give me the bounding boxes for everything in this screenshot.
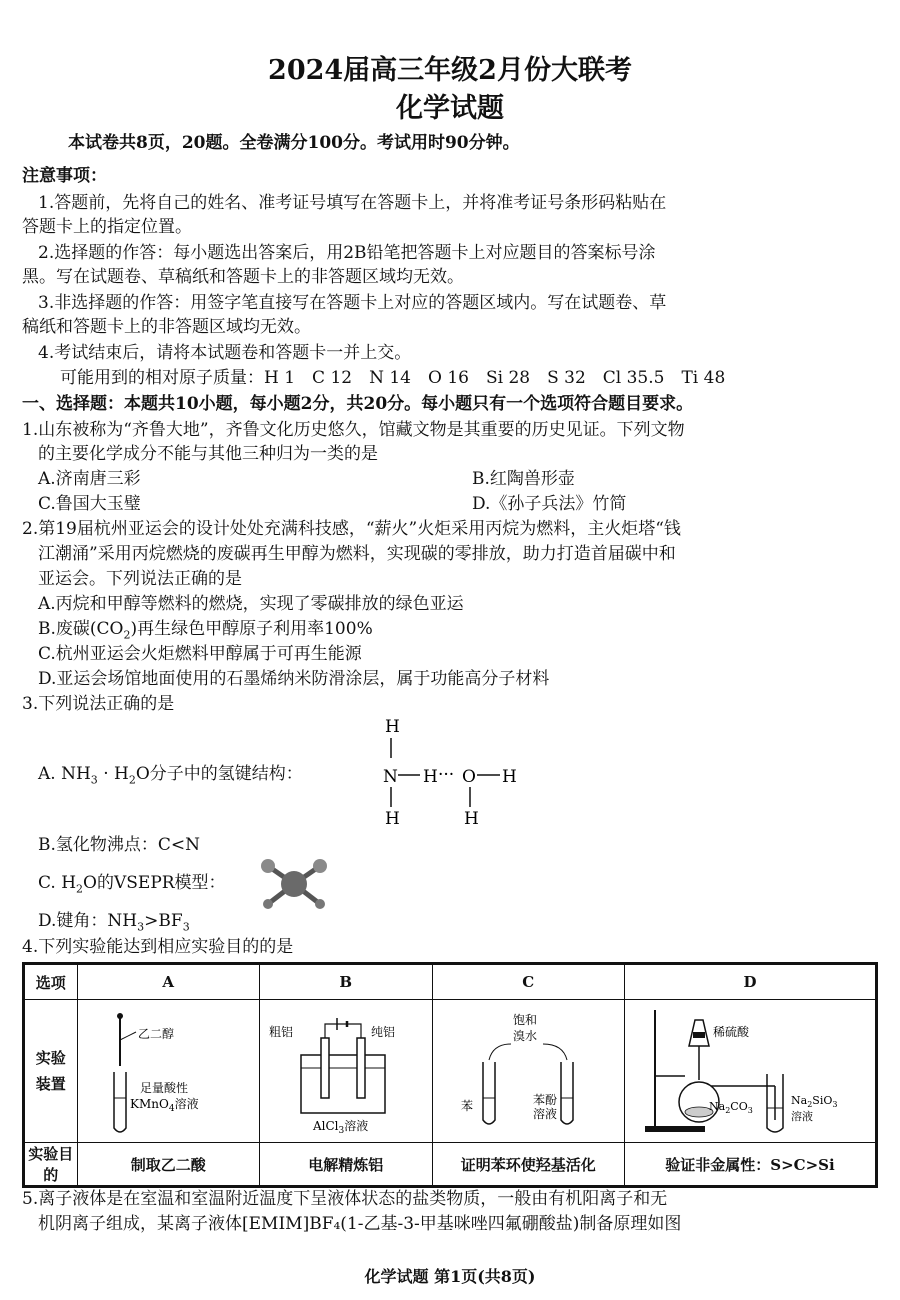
label-phenol: 苯酚	[533, 1093, 558, 1107]
struct-h-top: H	[385, 717, 400, 737]
label-excess-acidic: 足量酸性	[140, 1081, 189, 1095]
q1-option-b[interactable]: B.红陶兽形壶	[472, 469, 575, 489]
header-b: B	[260, 964, 433, 1000]
header-d: D	[625, 964, 877, 1000]
q1-option-d[interactable]: D.《孙子兵法》竹简	[472, 494, 627, 514]
struct-hbond-dots: ···	[438, 765, 455, 785]
apparatus-b-diagram	[261, 1000, 431, 1138]
q5-stem-line-1: 5.离子液体是在室温和室温附近温度下呈液体状态的盐类物质，一般由有机阳离子和无	[22, 1189, 668, 1209]
q1-stem-line-1: 1.山东被称为“齐鲁大地”，齐鲁文化历史悠久，馆藏文物是其重要的历史见证。下列文物	[22, 420, 685, 440]
q2-option-b[interactable]: B.废碳$(CO_2)$再生绿色甲醇原子利用率100%	[38, 619, 373, 642]
struct-h-bottom: H	[385, 809, 400, 829]
header-option: 选项	[24, 964, 78, 1000]
exam-subject: 化学试题	[396, 93, 504, 124]
q3-option-c[interactable]: C. $H_2O$的VSEPR模型：	[38, 873, 226, 896]
struct-h-bottom-o: H	[464, 809, 479, 829]
q2-stem-line-1: 2.第19届杭州亚运会的设计处处充满科技感，“薪火”火炬采用丙烷为燃料，主火炬塔“钱	[22, 519, 681, 539]
q2-option-c[interactable]: C.杭州亚运会火炬燃料甲醇属于可再生能源	[38, 644, 362, 664]
hydrogen-bond-structure	[376, 712, 546, 830]
page-footer: 化学试题 第1页(共8页)	[364, 1267, 536, 1286]
notice-item-1b: 答题卡上的指定位置。	[22, 217, 192, 237]
label-solution: 溶液	[533, 1107, 558, 1121]
q1-option-c[interactable]: C.鲁国大玉璧	[38, 494, 141, 514]
q1-option-a[interactable]: A.济南唐三彩	[38, 469, 141, 489]
q4-stem: 4.下列实验能达到相应实验目的的是	[22, 937, 294, 957]
label-crude-aluminum: 粗铝	[268, 1025, 293, 1039]
exam-title: 2024届高三年级2月份大联考	[268, 55, 632, 86]
struct-h-mid: H	[423, 767, 438, 787]
apparatus-a-diagram	[78, 1000, 258, 1138]
notice-item-1a: 1.答题前，先将自己的姓名、准考证号填写在答题卡上，并将准考证号条形码粘贴在	[38, 193, 667, 213]
notice-item-4: 4.考试结束后，请将本试题卷和答题卡一并上交。	[38, 343, 412, 363]
row-purpose-label: 实验目的	[24, 1143, 78, 1187]
struct-h-right: H	[502, 767, 517, 787]
notice-item-2b: 黑。写在试题卷、草稿纸和答题卡上的非答题区域均无效。	[22, 267, 464, 287]
label-na2sio3-solution: 溶液	[791, 1110, 813, 1123]
apparatus-a	[77, 1000, 260, 1143]
header-a: A	[77, 964, 260, 1000]
exam-info: 本试卷共8页，20题。全卷满分100分。考试用时90分钟。	[68, 133, 520, 153]
notice-item-3b: 稿纸和答题卡上的非答题区域均无效。	[22, 317, 311, 337]
q3-stem: 3.下列说法正确的是	[22, 694, 175, 714]
label-ethylene-glycol: 乙二醇	[138, 1027, 175, 1041]
label-kmno4-solution: KMnO$_4$溶液	[130, 1097, 199, 1114]
q3-option-d[interactable]: D.键角：$NH_3>BF_3$	[38, 911, 190, 934]
q2-option-a[interactable]: A.丙烷和甲醇等燃料的燃烧，实现了零碳排放的绿色亚运	[38, 594, 464, 614]
apparatus-b	[260, 1000, 433, 1143]
purpose-c: 证明苯环使羟基活化	[432, 1143, 625, 1187]
q2-option-d[interactable]: D.亚运会场馆地面使用的石墨烯纳米防滑涂层，属于功能高分子材料	[38, 669, 550, 689]
q2-stem-line-3: 亚运会。下列说法正确的是	[38, 569, 242, 589]
notice-item-3a: 3.非选择题的作答：用签字笔直接写在答题卡上对应的答题区域内。写在试题卷、草	[38, 293, 667, 313]
label-benzene: 苯	[461, 1099, 474, 1113]
row-apparatus-label: 实验装置	[24, 1000, 78, 1143]
apparatus-c-diagram	[433, 1000, 623, 1138]
apparatus-c	[432, 1000, 625, 1143]
q4-experiment-table	[22, 962, 878, 1188]
atomic-masses: 可能用到的相对原子质量：H 1 C 12 N 14 O 16 Si 28 S 32 Cl 35.5 Ti 48	[60, 368, 726, 388]
purpose-d: 验证非金属性：S>C>Si	[625, 1143, 877, 1187]
label-bromine-water: 溴水	[513, 1029, 538, 1043]
vsepr-model-icon	[254, 856, 334, 914]
q5-stem-line-2: 机阴离子组成，某离子液体[EMIM]BF₄(1-乙基-3-甲基咪唑四氟硼酸盐)制备原理如图	[38, 1214, 682, 1234]
label-na2co3: $Na_2CO_3$	[709, 1100, 753, 1115]
header-c: C	[432, 964, 625, 1000]
q2-stem-line-2: 江潮涌”采用丙烷燃烧的废碳再生甲醇为燃料，实现碳的零排放，助力打造首届碳中和	[38, 544, 676, 564]
label-dilute-sulfuric-acid: 稀硫酸	[713, 1025, 750, 1039]
purpose-b: 电解精炼铝	[260, 1143, 433, 1187]
label-saturated: 饱和	[513, 1013, 538, 1027]
struct-o: O	[462, 767, 476, 787]
apparatus-d-diagram	[625, 1000, 875, 1138]
notice-item-2a: 2.选择题的作答：每小题选出答案后，用2B铅笔把答题卡上对应题目的答案标号涂	[38, 243, 656, 263]
notice-heading: 注意事项：	[22, 166, 107, 186]
section-1-heading: 一、选择题：本题共10小题，每小题2分，共20分。每小题只有一个选项符合题目要求。	[22, 394, 694, 414]
q1-stem-line-2: 的主要化学成分不能与其他三种归为一类的是	[38, 444, 378, 464]
apparatus-d	[625, 1000, 877, 1143]
q3-option-a[interactable]: A. $NH_3 \cdot H_2O$分子中的氢键结构：	[38, 764, 303, 787]
label-pure-aluminum: 纯铝	[370, 1025, 395, 1039]
label-alcl3-solution: AlCl$_3$溶液	[312, 1119, 369, 1136]
struct-n: N	[383, 767, 398, 787]
purpose-a: 制取乙二酸	[77, 1143, 260, 1187]
label-na2sio3: $Na_2SiO_3$	[791, 1094, 838, 1109]
q3-option-b[interactable]: B.氢化物沸点：C<N	[38, 835, 201, 855]
